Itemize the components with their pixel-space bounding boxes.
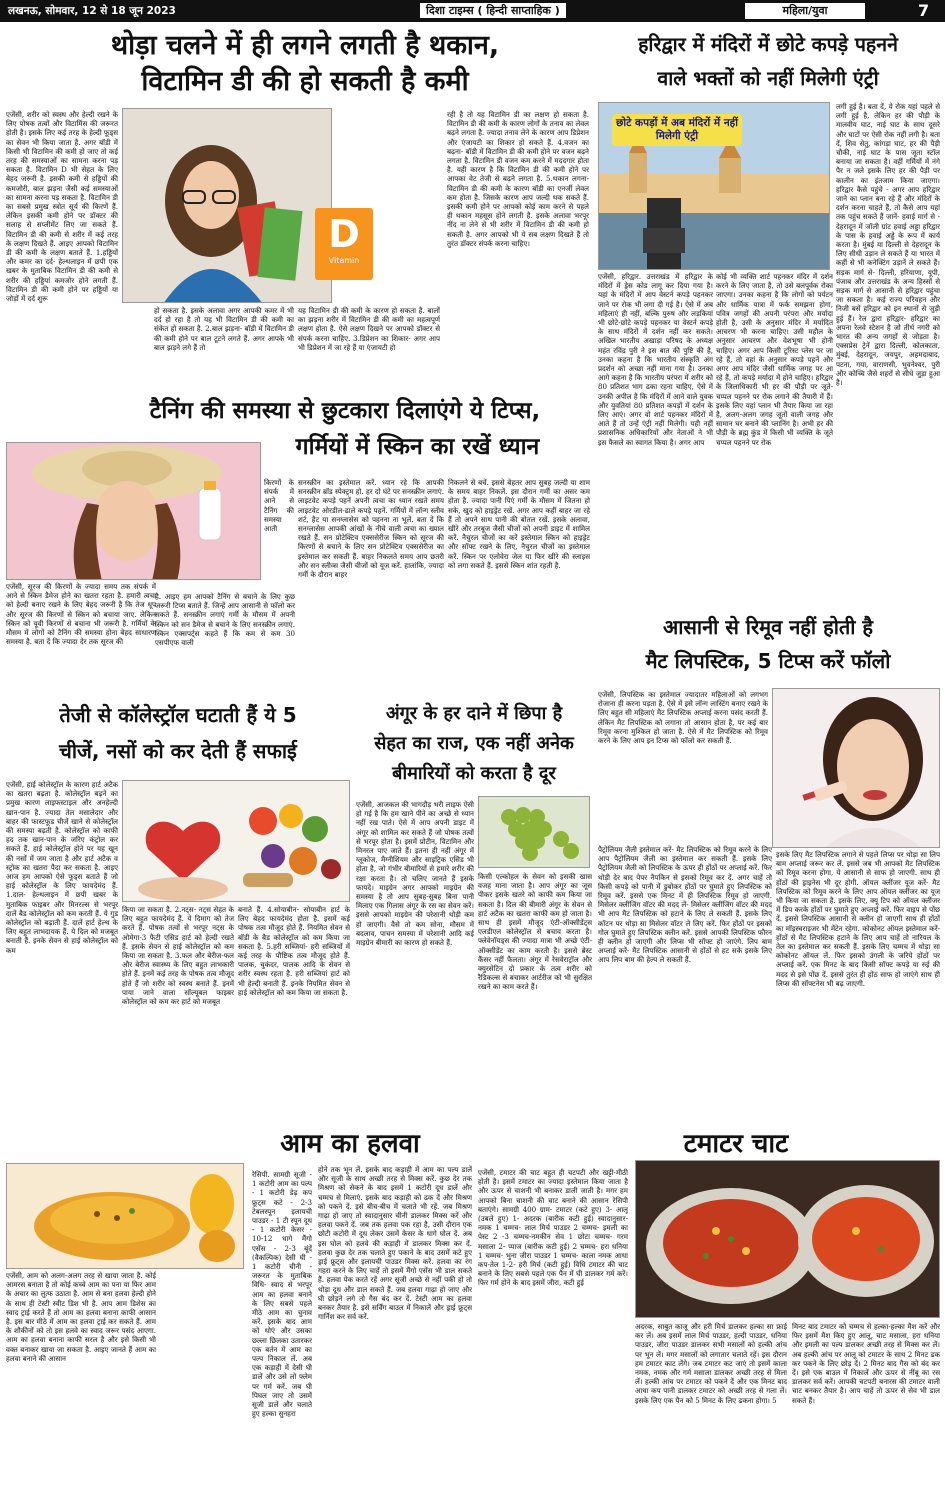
- grapes-body-col2: किसी एल्कोहल के सेवन को इसकी खास वजह माना जाता है। आप अंगूर का जूस पीकर इसके खतरे को काफी कम किया जा सकता है। दिल की बीमारी अंगूर के सेवन से हार्ट अटैक का खतरा काफी कम हो जाता है। साथ ही इसमें मौजूद एंटी-ऑक्सीडेंट्स एलडीएल कोलेस्ट्रॉल से बचाव करता है। फ्लेवेनॉयड्स की ज्यादा मात्रा भी अच्छे एंटी-ऑक्सीडेंट का काम करती है। इससे ब्रेस्ट कैंसर नहीं फैलता। अंगूर में रेसवेराट्रॉल और क्युरसेटिन दो प्रकार के तत्व शरीर को रैडिकल्स से बचाकर आर्टरीज को भी सुरक्षित रखने का काम करते हैं।: [478, 872, 592, 992]
- chaat-body-col-mid: अदरक, साबुत काजू और हरी मिर्च डालकर हल्का सा फ्राई कर लें। अब इसमें लाल मिर्च पाउडर, हल्दी पाउडर, धनिया पाउडर, जीरा पाउडर डालकर सभी मसालों को हल्की आंच पर भून लें। मगर मसालों को लगातार चलाते रहें। इस दौरान हम टमाटर काट लेंगे। जब टमाटर कट जाएं तो इसमें काला नमक, नमक और गर्म मसाला डालकर अच्छी तरह से मिला लें। हल्की आंच पर टमाटर को पकने दें और एक मिनट बाद आधा कप पानी डालकर टमाटर को अच्छी तरह से गला लें। इसके लिए एक पैन को 5 मिनट के लिए ढकना होगा। 5: [635, 1322, 787, 1405]
- cholesterol-headline-1: तेजी से कॉलेस्ट्रॉल घटाती हैं ये 5: [59, 703, 297, 727]
- lipstick-body-col-left: एजेंसी, लिपस्टिक का इस्तेमाल ज्यादातर महिलाओं को लगभग रोजाना ही करना पड़ता है. ऐसे में इसे लॉन्ग लास्टिंग बनाए रखने के लिए बहुत सी महिलाएं मैट लिपस्टिक अप्लाई करना पसंद करती हैं. लेकिन मैट लिपस्टिक को लगाना तो आसान होता है, पर कई बार रिमूव करना मुश्किल हो जाता है. ऐसे में मैट लिपस्टिक को रिमूव करने के लिए आप इन टिप्स को फॉलो कर सकती हैं.: [598, 690, 768, 746]
- vitamin-d-letter: D: [328, 212, 360, 256]
- lipstick-headline-1: आसानी से रिमूव नहीं होती है: [662, 615, 874, 639]
- halwa-headline: आम का हलवा: [280, 1129, 420, 1159]
- woman-lipstick-illustration: [773, 689, 940, 848]
- chaat-image: [635, 1160, 940, 1318]
- temple-body-col-b: कोई भी व्यक्ति शार्ट पहनकर मंदिर में दर्शन करने के लिए जाता है, तो उसे बलपूर्वक रोका जाएगा। उनका कहना है कि लोगों को पर्यटन और धार्मिक यात्रा में फर्क समझना होगा, पवित्र जगहों की अपनी परंपरा और मर्यादा होती है, उसी के अनुसार मंदिर में मर्यादित आचरण भी करना चाहिए। उसी महौल के अनुसार आचरण और वेशभूषा भी होनी चाहिए। अगर आप किसी टूरिस्ट प्लेस पर जा रहे हैं, तो वहां के अनुसार कपड़े पहनें और अगर आप मंदिर जैसी धार्मिक जगह पर आ रहे हैं, तो कपड़े मर्यादा में होने चाहिए। हरिद्वार के जिलाधिकारी भी हर की पौड़ी पर जूते-चप्पल पहनने पर रोक लगाने की तैयारी में हैं। इसके लिए यहां प्लान भी तैयार किया जा रहा है, अलग-अलग जगह जूतों वाली जगह और सामान घर बनाने की प्लानिंग है। अभी हर की पौड़ी के ब्रह्म कुंड में किसी भी व्यक्ति के जूते चप्पल पहनने पर रोक: [716, 272, 833, 447]
- lipstick-headline-2: मैट लिपस्टिक, 5 टिप्स करें फॉलो: [645, 649, 891, 673]
- masthead-date: लखनऊ, सोमवार, 12 से 18 जून 2023: [8, 5, 176, 17]
- tomato-chaat-illustration: [636, 1161, 940, 1318]
- chaat-body-col-left: एजेंसी, टमाटर की चाट बहुत ही चटपटी और खट्टी-मीठी होती है। इसमें टमाटर का ज्यादा इस्तेमाल किया जाता है और ऊपर से चाशनी भी बनाकर डाली जाती है। मगर हम आपको बिना चाशनी की चाट बनाने की आसान रेसिपी बताएंगे। सामग्री 400 ग्राम- टमाटर (कटे हुए) 3- आलू (उबले हुए) 1- अदरक (बारीक कटी हुई) स्वादानुसार- नमक 1 चम्मच- लाल मिर्च पाउडर 2 चम्मच- इमली का पेस्ट 2 -3 चम्मच-नमकीन सेव 1 छोटा चम्मच- गरम मसाला 2- प्याज (बारीक कटी हुई) 2 चम्मच- हरा धनिया 1 चम्मच- भुना जीरा पाउडर 1 चम्मच- काला नमक आधा कप-तेल 1-2- हरी मिर्च (कटी हुई) विधि टमाटर की चाट बनाने के लिए सबसे पहले एक पैन में घी डालकर गर्म करें। फिर गर्म होने के बाद इसमें जीरा, कटी हुई: [478, 1168, 628, 1288]
- vitamin-d-label: Vitamin: [328, 256, 360, 265]
- cholesterol-image: [122, 780, 350, 902]
- cholesterol-body-col3: बनाते हैं. 4.सोयाबीन- सोयाबीन हार्ट के लिए बेहद फायदेमंद होता है. इसमें कई पोषक तत्व मौजूद होते हैं. नियमित सेवन से बॉडी के बैड कोलेस्ट्रॉल को कम किया जा सकता है. 5.हरी सब्जियां- हरी सब्जियों में कई तरह के पौष्टिक तत्व मौजूद होते हैं. पालक, चुकंदर, पालक आदि के सेवन से शरीर स्वस्थ रहता है. हरी सब्जियां हार्ट को भी हेल्दी बनाती हैं. इनके नियमित सेवन से हाई कोलेस्ट्रॉल को कम किया जा सकता है.: [238, 905, 350, 997]
- tanning-body-col2: है. आइए हम आपको टैनिंग से बचाने के लिए कुछ जरूरी टिप्स बताते हैं. जिन्हें आप आसानी से फॉलो कर सकते हैं. सनस्क्रीन लगाएं गर्मी के मौसम में अपनी स्किन को सन डैमेज से बचाने के लिए सनस्क्रीन लगाएं. स्किन एक्सपर्ट्स कहते हैं कि कम से कम 30 एसपीएफ वाली: [155, 592, 295, 648]
- masthead-section: महिला/युवा: [745, 3, 865, 19]
- tanning-headline-1: टैनिंग की समस्या से छुटकारा दिलाएंगे ये टिप्स,: [149, 398, 541, 424]
- tanning-body-col4: निकलने से बचें. इससे बेहतर आप सुबह जल्दी या शाम के समय बाहर निकलें. इस दौरान गर्मी का असर कम होता है. ज्यादा पानी पिएं गर्मी के मौसम में जितना हो सके, खुद को हाइड्रेट रखें. अगर आप कहीं बाहर जा रहे हैं तो अपने साथ पानी की बोतल रखें. इसके अलावा, खीरे और तरबूज जैसी चीजों को अपनी डाइट में शामिल करें. नैचुरल चीजों का करें इस्तेमाल स्किन को हाइड्रेट और सॉफ्ट रखने के लिए, नैचुरल चीजों का इस्तेमाल करें. स्किन पर एलोवेरा जेल या फिर खीरे की स्लाइस को लगा सकते हैं. इससे स्किन शांत रहती है.: [448, 478, 590, 570]
- cholesterol-body-col1: एजेंसी, हाई कोलेस्ट्रॉल के कारण हार्ट अटैक का खतरा बढ़ता है. कोलेस्ट्रॉल बढ़ने का प्रमुख कारण लाइफस्टाइल और अनहेल्दी खान-पान है. ज्यादा तेल मसालेदार और बाहर की फास्टफूड चीजें खाने से कोलेस्ट्रॉल की समस्या बढ़ती है. कोलेस्ट्रॉल को काफी हद तक खान-पान के जरिए कंट्रोल कर सकते हैं. हाई कोलेस्ट्रॉल होने पर यह खून की नसों में जम जाता है और हार्ट अटैक व स्ट्रोक का खतरा पैदा कर सकता है. आइए आज हम आपको ऐसे फूड्स बताते हैं जो हाई कोलेस्ट्रॉल के लिए फायदेमंद हैं. 1.दाल- हेल्थलाइन में छपी खबर के मुताबिक फाइबर और मिनरल्स से भरपूर दालें बैड कोलेस्ट्रॉल को कम करती हैं. ये गुड कोलेस्ट्रॉल को बढ़ाती हैं. दालें हार्ट हेल्थ के लिए बहुत लाभदायक हैं. ये दिल को मजबूत बनाती हैं. इनके सेवन से हाई कोलेस्ट्रॉल को कम: [6, 780, 118, 955]
- grapes-headline-3: बीमारियों को करता है दूर: [392, 763, 556, 784]
- tanning-body-col3: सनस्क्रीन का इस्तेमाल करें. ध्यान रहे कि आपकी सनस्क्रीन ब्रॉड स्पेक्ट्रम हो. हर दो घंटे पर सनस्क्रीन लगाएं. लाइटवेट कपड़े पहनें अपनी त्वचा का ध्यान रखते समय लाइटवेट ओरडील-ढाले कपड़े पहनें. गर्मियों में लॉन्ग स्लीव शर्ट, हैट या सनग्लासेस को पहनना ना भूलें. बता दें कि सनग्लासेस आपकी आंखों के नीचे वाली त्वचा का ख्याल रखते हैं. सन प्रोटेक्टिव एक्ससेरीज स्किन को सूरज की किरणों से बचाने के लिए सन प्रोटेक्टिव एक्ससेरीज का इस्तेमाल कर सकती हैं. बाहर निकलते समय आप छतरी और सन स्लीव्स जैसी चीजों को यूज करें. हालांकि, ज्यादा गर्मी के दौरान बाहर: [298, 478, 444, 580]
- temple-image-caption: छोटे कपड़ों में अब मंदिरों में नहीं मिलेगी एंट्री: [612, 114, 742, 146]
- masthead-paper-name: दिशा टाइम्स ( हिन्दी साप्ताहिक ): [420, 3, 566, 18]
- vitamin-body-col3: यह विटामिन डी की कमी के कारण हो सकता है. बालों का झड़ना शरीर में विटामिन डी की कमी का महत्वपूर्ण लक्षण होता है. ऐसे लक्षण दिखने पर आपको डॉक्टर से संपर्क करना चाहिए. 3.डिप्रेशन का शिकार- अगर आप भी डिप्रेशन में जा रहे हैं या एंजायटी हो: [298, 306, 440, 352]
- tanning-body-col-left: एजेंसी, सूरज की किरणों के ज्यादा समय तक संपर्क में आने से स्किन डैमेज होने का खतरा रहता है. हमारी त्वचा को हेल्दी बनाए रखने के लिए बेहद जरूरी है कि तेज धूप और सूरज की किरणों से स्किन को बचाया जाए. लेकिन स्किन को यूवी किरणों से बचाना भी जरूरी है. गर्मियों के मौसम में लोगों को टैनिंग की समस्या होना बेहद साधारण समस्या है. बता दें कि ज्यादा देर तक सूरज की: [6, 582, 156, 647]
- temple-headline-1: हरिद्वार में मंदिरों में छोटे कपड़े पहनने: [638, 33, 898, 56]
- chaat-headline: टमाटर चाट: [683, 1129, 789, 1159]
- lipstick-body-col-full: पैट्रोलियम जैली इस्तेमाल करें- मैट लिपस्टिक को रिमूव करने के लिए आप पैट्रोलियम जैली का इस्तेमाल कर सकती हैं. इसके लिए पैट्रोलियम जैली को लिपस्टिक के ऊपर ही होंठों पर अप्लाई करें. फिर थोड़ी देर बाद पेपर नैपकिन से इसको रिमूव कर दें. अगर चाहें तो किसी कपड़े को पानी में डुबोकर होंठों पर घुमाते हुए लिपस्टिक को रिमूव करें. इससे एक मिनट में ही लिपस्टिक रिमूव हो जाएगी. मिसेलर क्लींजिंग वॉटर की मदद लें- मिसेलर क्लींजिंग वॉटर की मदद भी आप मैट लिपस्टिक को हटाने के लिए ले सकती हैं. इसके लिए कॉटन पर थोड़ा सा मिसेलर वॉटर ले लिए करें. फिर होंठों पर इसको गोल घुमाते हुए लिपस्टिक क्लीन करें. इससे आपकी लिपस्टिक फौरन ही क्लीन हो जाएगी और लिप्स भी सॉफ्ट हो जाएंगे. लिप बाम अप्लाई करें- मैट लिपस्टिक आसानी से होंठों से हट सके इसके लिए आप लिप बाम की हेल्प ले सकती हैं.: [598, 845, 772, 965]
- tanning-headline-2: गर्मियों में स्किन का रखें ध्यान: [295, 434, 540, 460]
- vitamin-body-col4: रही है तो यह विटामिन डी का लक्षण हो सकता है. विटामिन डी की कमी के कारण लोगों के तनाव का लेवल बढ़ने लगता है. ज्यादा तनाव लेने के कारण आप डिप्रेशन और एंजायटी का शिकार हो सकते हैं. 4.वजन का बढ़ना- बॉडी में विटामिन डी की कमी होने पर वजन बढ़ने लगता है. विटामिन डी वजन कम करने में मददगार होता है. यही कारण है कि विटामिन डी की कमी होने पर आपका वेट तेजी से बढ़ने लगता है. 5.थकान लगना- विटामिन डी की कमी के कारण बॉडी का एनर्जी लेवल कम होता है. जिसके कारण आप जल्दी थक सकते हैं. इसकी कमी होने पर आपको कोई काम करने से पहले ही थकान महसूस होने लगती है. इसके अलावा भरपूर नींद ना लेने से भी शरीर में विटामिन डी की कमी हो सकती है. अगर आपको भी ये सब लक्षण दिखते हैं तो तुरंत डॉक्टर संपर्क करना चाहिए।: [447, 110, 589, 248]
- cholesterol-body-col2: किया जा सकता है. 2.नट्स- नट्स सेहत के लिए बहुत फायदेमंद हैं. ये दिमाग को तेज करते हैं. पोषक तत्वों से भरपूर नट्स के ओमेगा-3 फैटी एसिड हार्ट को हेल्दी रखते हैं. इसके सेवन से हाई कोलेस्ट्रॉल को कम किया जा सकता है. 3.फल और बेरीज-फल और बेरीज स्वास्थ्य के लिए बहुत लाभकारी होते हैं. इनमें कई तरह के पोषक तत्व मौजूद होते हैं जो शरीर को स्वस्थ बनाते हैं. इनमें पाया जाने वाला सॉल्यूबल फाइबर कोलेस्ट्रॉल को कम कर हार्ट को मजबूत: [122, 905, 234, 1007]
- vitamin-body-col1: एजेंसी, शरीर को स्वस्थ और हेल्दी रखने के लिए पोषक तत्वों और विटामिंस की जरूरत होती है। इसके लिए कई तरह के हेल्दी फूड्स का सेवन भी किया जाता है. अगर बॉडी में किसी भी विटामिन की कमी हो जाए तो कई तरह की समस्याओं का सामना करना पड़ सकता है. विटामिन D भी सेहत के लिए बेहद जरूरी है. इसकी कमी से हड्डियों की कमजोरी, बाल झड़ना जैसी कई समस्याओं का सामना करना पड़ सकता है. विटामिन डी का सबसे प्रमुख स्त्रोत सूर्य की किरणें हैं. लेकिन इसकी कमी होने पर डॉक्टर की सलाह से सप्लीमेंट लिए जा सकते हैं. विटामिन डी की कमी से शरीर में कई तरह के लक्षण दिखते हैं. आइए आपको विटामिन डी की कमी के लक्षण बताते हैं. 1.हड्डियों और कमर का दर्द- हेल्थलाइन में छपी एक खबर के मुताबिक विटामिन डी की कमी से शरीर की हड्डियां कमजोर होने लगती हैं. विटामिन डी की कमी होने पर हड्डियों या जोड़ों में दर्द शुरू: [6, 110, 118, 304]
- grapes-headline-1: अंगूर के हर दाने में छिपा है: [385, 703, 563, 724]
- woman-sunscreen-illustration: [7, 443, 261, 580]
- vitamin-headline-1: थोड़ा चलने में ही लगने लगती है थकान,: [110, 30, 500, 61]
- tanning-image: [6, 442, 261, 580]
- vitamin-headline-2: विटामिन डी की हो सकती है कमी: [141, 66, 469, 97]
- temple-body-col-a: एजेंसी, हरिद्वार. उत्तराखंड में हरिद्वार के मंदिरों में ड्रेस कोड लागू कर दिया गया है। यहां के मंदिरों में आप वेस्टर्न कपड़े पहनकर जाने पर रोक भी लगा दी गई है। ऐसे में अब महिलाएं ही नहीं, बल्कि पुरुष और लड़कियां भी छोटे-छोटे कपड़े पहनकर या वेस्टर्न कपड़े के साथ मंदिरों में दर्शन नहीं कर सकते। अखिल भारतीय अखाड़ा परिषद के अध्यक्ष महंत रविंद्र पुरी ने इस बात की पुष्टि की है, उनका कहना है कि भारतीय संस्कृति अंग प्रदर्शन को अच्छा नहीं माना गया है। उनका आगे कहना है कि भारतीय परंपरा में शरीर को 80 प्रतिशत भाग ढका रहना चाहिए, ऐसे में उनकी अपील है कि मंदिरों में आने वाले युवक और युवतियां 80 प्रतिशत कपड़ों में दर्शन के लिए आएं। अगर वो शार्ट पहनकर मंदिरों में आते हैं तो उन्हें एंट्री नहीं मिलेगी। यही नहीं प्रशासनिक अधिकारियों और नेताओं ने भी इस फैसले का स्वागत किया है। अगर आप: [598, 272, 713, 447]
- lipstick-body-col-right: इसके लिए मैट लिपस्टिक लगाने से पहले लिप्स पर थोड़ा सा लिप बाम अप्लाई जरूर कर लें. इससे जब भी आपको मैट लिपस्टिक को रिमूव करना होगा, ये आसानी से साफ हो जाएगी. साथ ही होंठों की ड्राइनेस भी दूर होगी. ऑयल क्लींजर यूज करें- मैट लिपस्टिक को रिमूव करने के लिए आप ऑयल क्लींजर का यूज भी किया जा सकता है. इसके लिए, क्यू टिप को ऑयल क्लींजर में डिप करके होंठों पर घुमाते हुए अप्लाई करें. फिर वाइप से पोंछ दें. इससे लिपस्टिक आसानी से क्लीन हो जाएगी साथ ही होंठों का मॉइस्चराइजर भी मेंटेन रहेगा. कोकोनट ऑयल इस्तेमाल करें- होंठों से मैट लिपस्टिक हटाने के लिए आप चाहें तो नारियल के तेल का इस्तेमाल कर सकती हैं. इसके लिए चम्मच में थोड़ा सा कोकोनट ऑयल लें. फिर इसको उंगली के जरिये होंठों पर अप्लाई करें. एक मिनट के बाद किसी सॉफ्ट कपड़े या रुई की मदद से इसे पोंछ दें. इससे तुरंत ही होंठ साफ हो जाएंगे साथ ही लिप्स की सॉफ्टनेस भी बढ़ जाएगी.: [776, 850, 940, 988]
- cholesterol-headline-2: चीजें, नसों को कर देती हैं सफाई: [59, 739, 297, 763]
- vitamin-image: [122, 108, 332, 303]
- page-number: 7: [918, 1, 930, 20]
- vitamin-body-col2: हो सकता है. इसके अलावा अगर आपकी कमर में भी दर्द हो रहा है तो यह भी विटामिन डी की कमी का संकेत हो सकता है. 2.बाल झड़ना- बॉडी में विटामिन डी की कमी होने पर बाल टूटने लगते हैं. अगर आपके भी बाल झड़ने लगे हैं तो: [154, 306, 294, 352]
- halwa-body-col-mid: होने तक भून लें. इसके बाद कड़ाही में आम का पल्प डालें और सूजी के साथ अच्छी तरह से मिक्स करें. कुछ देर तक मिश्रण को सेकने के बाद इसमें 1 कटोरी दूध डालें और चम्मच से मिलाएं. इसके बाद कड़ाही को ढक दें और मिश्रण को पकने दें. इसे बीच-बीच में चलाते भी रहें. जब मिश्रण गाढ़ा हो जाए तो स्वादानुसार चीनी डालकर मिक्स करें और हलवा पकने दें. जब तक हलवा पक रहा है, उसी दौरान एक छोटी कटोरी में दूध लेकर उसमें केसर के धागे घोल दें. अब इस घोल को हलवे की कड़ाही में डालकर मिक्स कर दें. हलवा कुछ देर तक चलाते हुए पकाने के बाद उसमें कटे हुए ड्राई फ्रूट्स और इलायची पाउडर मिक्स करें. हलवा का रंग गहरा करने के लिए चाहें तो इसमें मैंगो एसेंस भी डाल सकते हैं. हलवा पेक करते रहें अगर सूजी अच्छे से नहीं पकी हो तो थोड़ा दूध और डाल सकते हैं. जब हलवा गाढ़ा हो जाए और घी छोड़ने लगे तो गैस बंद कर दें. टेस्टी आम का हलवा बनकर तैयार है. इसे सर्विंग बाउल में निकालें और ड्राई फ्रूट्स गार्निश कर सर्व करें.: [318, 1165, 472, 1322]
- grapes-headline-2: सेहत का राज, एक नहीं अनेक: [374, 733, 574, 754]
- lipstick-image: [772, 688, 940, 848]
- grapes-image: [478, 796, 590, 868]
- halwa-body-col-left: एजेंसी, आम को अलग-अलग तरह से खाया जाता है. कोई आमरस बनाता है तो कोई कच्चे आम का पना या फिर आम के अचार का लुत्फ उठाता है. आम से बना हलवा हेल्दी होने के साथ ही टेस्टी स्वीट डिश भी है. आप आम डिशेस का स्वाद ट्राई करते हैं तो आम का हलवा बनाना काफी आसान है. इस बार मीठे में आम का हलवा ट्राई कर सकते हैं. आम के शौकीनों को तो इस हलवे का स्वाद जरूर पसंद आएगा. आम का हलवा बनाना काफी सरल है और इसे किसी भी वक्त बनाकर खाया जा सकता है. आइए जानते हैं आम का हलवा बनाने की आसान: [6, 1271, 156, 1363]
- chaat-body-col-right: मिनट बाद टमाटर को चम्मच से हल्का-हल्का मैश करें और फिर इसमें मैश किए हुए आलू, चाट मसाला, हरा धनिया और इमली का पल्प डालकर अच्छी तरह से मिक्स कर लें। अब हल्की आंच पर आलू को टमाटर के साथ 2 मिनट ढक कर पकने के लिए छोड़ दें। 2 मिनट बाद गैस को बंद कर दें। इसे एक बाउल में निकालें और ऊपर से नींबू का रस डालकर सर्व करें। आपकी चटपटी बनारस की टमाटर वाली चाट बनकर तैयार है। आप चाहें तो ऊपर से सेव भी डाल सकते हैं।: [792, 1322, 940, 1405]
- tanning-body-col-narrow: किरणों के संपर्क में आने से टैनिंग की समस्या आती: [264, 478, 294, 534]
- temple-headline-2: वाले भक्तों को नहीं मिलेगी एंट्री: [657, 67, 879, 90]
- woman-tired-illustration: [123, 109, 332, 303]
- grapes-illustration: [479, 797, 590, 868]
- healthy-food-heart-illustration: [123, 781, 350, 902]
- grapes-body-col1: एजेंसी, आजकल की भागदौड़ भरी लाइफ ऐसी हो गई है कि हम खाने पीने का अच्छे से ध्यान नहीं रख पाते। ऐसे में आप अपनी डाइट में अंगूर को शामिल कर सकते हैं जो पोषक तत्वों से भरपूर होता है। इसमें प्रोटीन, विटामिन और मिनरल पाए जाते हैं। इतना ही नहीं अंगूर में ग्लूकोज, मैग्नीशियम और साइट्रिक एसिड भी होता है, जो गंभीर बीमारियों से हमारे शरीर की रक्षा करता है। तो चलिए जानते हैं इसके फायदे। माइग्रेन अगर आपको माइग्रेन की समस्या है तो आप सुबह-सुबह बिना पानी मिलाए एक गिलास अंगूर के रस का सेवन करें। इससे आपको माइग्रेन की परेशानी थोड़ी कम हो जाएगी। वैसे तो कम सोना, मौसम में बदलाव, पाचन समस्या में परेशानी आदि कई माइग्रेन बीमारी का कारण हो सकते हैं.: [356, 800, 474, 948]
- vitamin-d-box: [315, 208, 373, 280]
- temple-body-col-right: लगी हुई है। बता दें, ये रोक यहां पहले से लगी हुई है, लेकिन हर की पौड़ी के मालवीय घाट, नाई घाट के साथ दूसरे और घाटों पर ऐसी रोक नहीं लगी है। बता दें, शिव सेतु, कांगड़ा घाट, हर की पैड़ी चौकी, नाई घाट के पास जूता स्टॉल बनाया जा सकता है। वहीं गर्मियों में नंगे पैर न जले इसके लिए हर की पैड़ी पर कालीन का इंतजाम किया जाएगा। हरिद्वार कैसे पहुंचे - अगर आप हरिद्वार जाने का प्लान बना रहे हैं और मंदिरों के दर्शन करना चाहते हैं, तो कैसे आप यहां तक पहुंच सकते हैं जानें- हवाई मार्ग से - देहरादून में जॉली ग्रांट हवाई अड्डा हरिद्वार के पास के हवाई अड्डे के रूप में कार्य करता है। मुंबई या दिल्ली से देहरादून के लिए सीधी उड़ान ले सकते हैं या भारत में कहीं से भी कनेक्टिंग उड़ानें ले सकते हैं। सड़क मार्ग से- दिल्ली, हरियाणा, यूपी, पंजाब और उत्तराखंड के अन्य हिस्सों से सड़क मार्ग से आसानी से हरिद्वार पहुंचा जा सकता है। कई राज्य परिवहन और निजी बसें हरिद्वार को इन स्थानों से जुड़ी हुई हैं। रेल द्वारा हरिद्वार- हरिद्वार का अपना रेलवे स्टेशन है जो तीर्थ नगरी को भारत की अन्य जगहों से जोड़ता है। एक्सप्रेस ट्रेनें द्वारा दिल्ली, कोलकाता, मुंबई, देहरादून, जयपुर, अहमदाबाद, पटना, गया, वाराणसी, भुवनेश्वर, पुरी और कोच्चि जैसे शहरों से सीधे जुड़ा हुआ है।: [836, 102, 940, 388]
- halwa-recipe-col: रेसिपी. सामग्री सूजी - 1 कटोरी आम का पल्प - 1 कटोरी डेढ़ कप फ्रूट्स कटे - 2-3 टेबलस्पून इलायची पाउडर - 1 टी स्पून दूध - 1 कटोरी केसर - 10-12 धागे मैंगो एसेंस - 2-3 बूंदें (वैकल्पिक) देसी घी - 1 कटोरी चीनी - जरूरत के मुताबिक विधि- स्वाद से भरपूर आम का हलवा बनाने के लिए सबसे पहले मीठे आम का चुनाव करें. इसके बाद आम को धोएं और उसका छल्ला छिलका उतारकर एक बर्तन में आम का पल्प निकाल लें. अब एक कड़ाही में देसी घी डालें और उसे लो फ्लेम पर गर्म करें. जब घी पिघल जाए तो उसमें सूजी डालें और चलाते हुए हल्का सुनहरा: [252, 1170, 312, 1419]
